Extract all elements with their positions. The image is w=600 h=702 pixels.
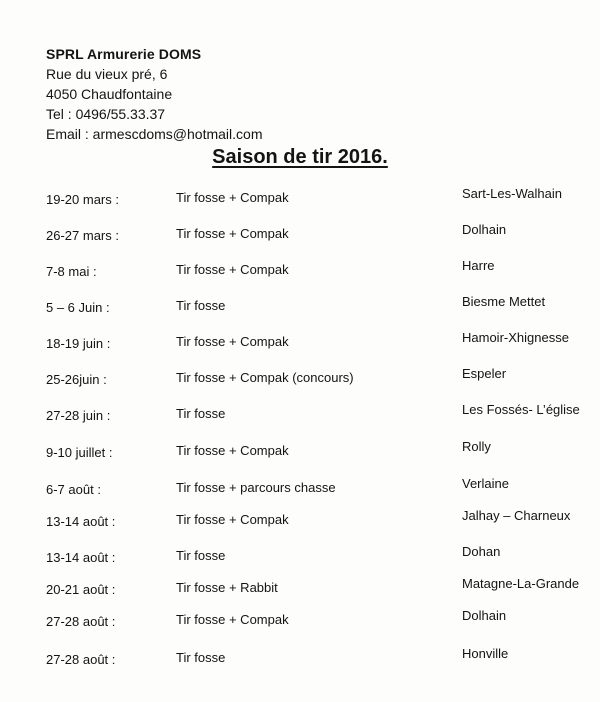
row-place: Hamoir-Xhignesse <box>462 330 569 345</box>
schedule-row <box>0 294 600 324</box>
schedule-row <box>0 576 600 606</box>
row-event: Tir fosse + Compak <box>176 226 289 241</box>
row-date: 27-28 juin : <box>46 408 111 423</box>
row-date: 7-8 mai : <box>46 264 97 279</box>
phone-number: Tel : 0496/55.33.37 <box>46 106 166 122</box>
row-event: Tir fosse + Compak <box>176 612 289 627</box>
company-name: SPRL Armurerie DOMS <box>46 46 202 62</box>
row-event: Tir fosse <box>176 650 226 665</box>
row-place: Sart-Les-Walhain <box>462 186 562 201</box>
row-date: 13-14 août : <box>46 550 116 565</box>
row-event: Tir fosse <box>176 548 226 563</box>
schedule-row <box>0 222 600 252</box>
row-event: Tir fosse + Compak (concours) <box>176 370 354 385</box>
row-place: Dohan <box>462 544 501 559</box>
row-event: Tir fosse + Compak <box>176 443 289 458</box>
row-event: Tir fosse + Rabbit <box>176 580 278 595</box>
email-address: Email : armescdoms@hotmail.com <box>46 126 263 142</box>
schedule-row <box>0 439 600 469</box>
row-event: Tir fosse + parcours chasse <box>176 480 336 495</box>
schedule-row <box>0 366 600 396</box>
row-date: 18-19 juin : <box>46 336 111 351</box>
row-date: 19-20 mars : <box>46 192 119 207</box>
schedule-row <box>0 476 600 506</box>
row-place: Matagne-La-Grande <box>462 576 580 591</box>
city-address: 4050 Chaudfontaine <box>46 86 173 102</box>
row-place: Harre <box>462 258 495 273</box>
row-place: Dolhain <box>462 222 507 237</box>
row-date: 25-26juin : <box>46 372 107 387</box>
row-date: 26-27 mars : <box>46 228 119 243</box>
schedule-row <box>0 646 600 676</box>
row-date: 9-10 juillet : <box>46 445 113 460</box>
row-event: Tir fosse <box>176 298 226 313</box>
row-date: 27-28 août : <box>46 652 116 667</box>
row-place: Les Fossés- L’église <box>462 402 580 417</box>
row-place: Dolhain <box>462 608 507 623</box>
row-place: Rolly <box>462 439 491 454</box>
row-date: 20-21 août : <box>46 582 116 597</box>
row-place: Jalhay – Charneux <box>462 508 571 523</box>
schedule-row <box>0 508 600 538</box>
row-place: Biesme Mettet <box>462 294 546 309</box>
row-date: 6-7 août : <box>46 482 101 497</box>
row-event: Tir fosse <box>176 406 226 421</box>
schedule-row <box>0 544 600 574</box>
row-date: 13-14 août : <box>46 514 116 529</box>
row-event: Tir fosse + Compak <box>176 190 289 205</box>
street-address: Rue du vieux pré, 6 <box>46 66 168 82</box>
row-event: Tir fosse + Compak <box>176 512 289 527</box>
row-date: 5 – 6 Juin : <box>46 300 110 315</box>
row-event: Tir fosse + Compak <box>176 262 289 277</box>
row-date: 27-28 août : <box>46 614 116 629</box>
schedule-row <box>0 258 600 288</box>
schedule-row <box>0 608 600 638</box>
company-header <box>46 44 263 144</box>
schedule-row <box>0 186 600 216</box>
row-place: Honville <box>462 646 509 661</box>
row-event: Tir fosse + Compak <box>176 334 289 349</box>
schedule-row <box>0 402 600 432</box>
row-place: Verlaine <box>462 476 509 491</box>
schedule-row <box>0 330 600 360</box>
page-title: Saison de tir 2016. <box>212 146 388 168</box>
row-place: Espeler <box>462 366 507 381</box>
